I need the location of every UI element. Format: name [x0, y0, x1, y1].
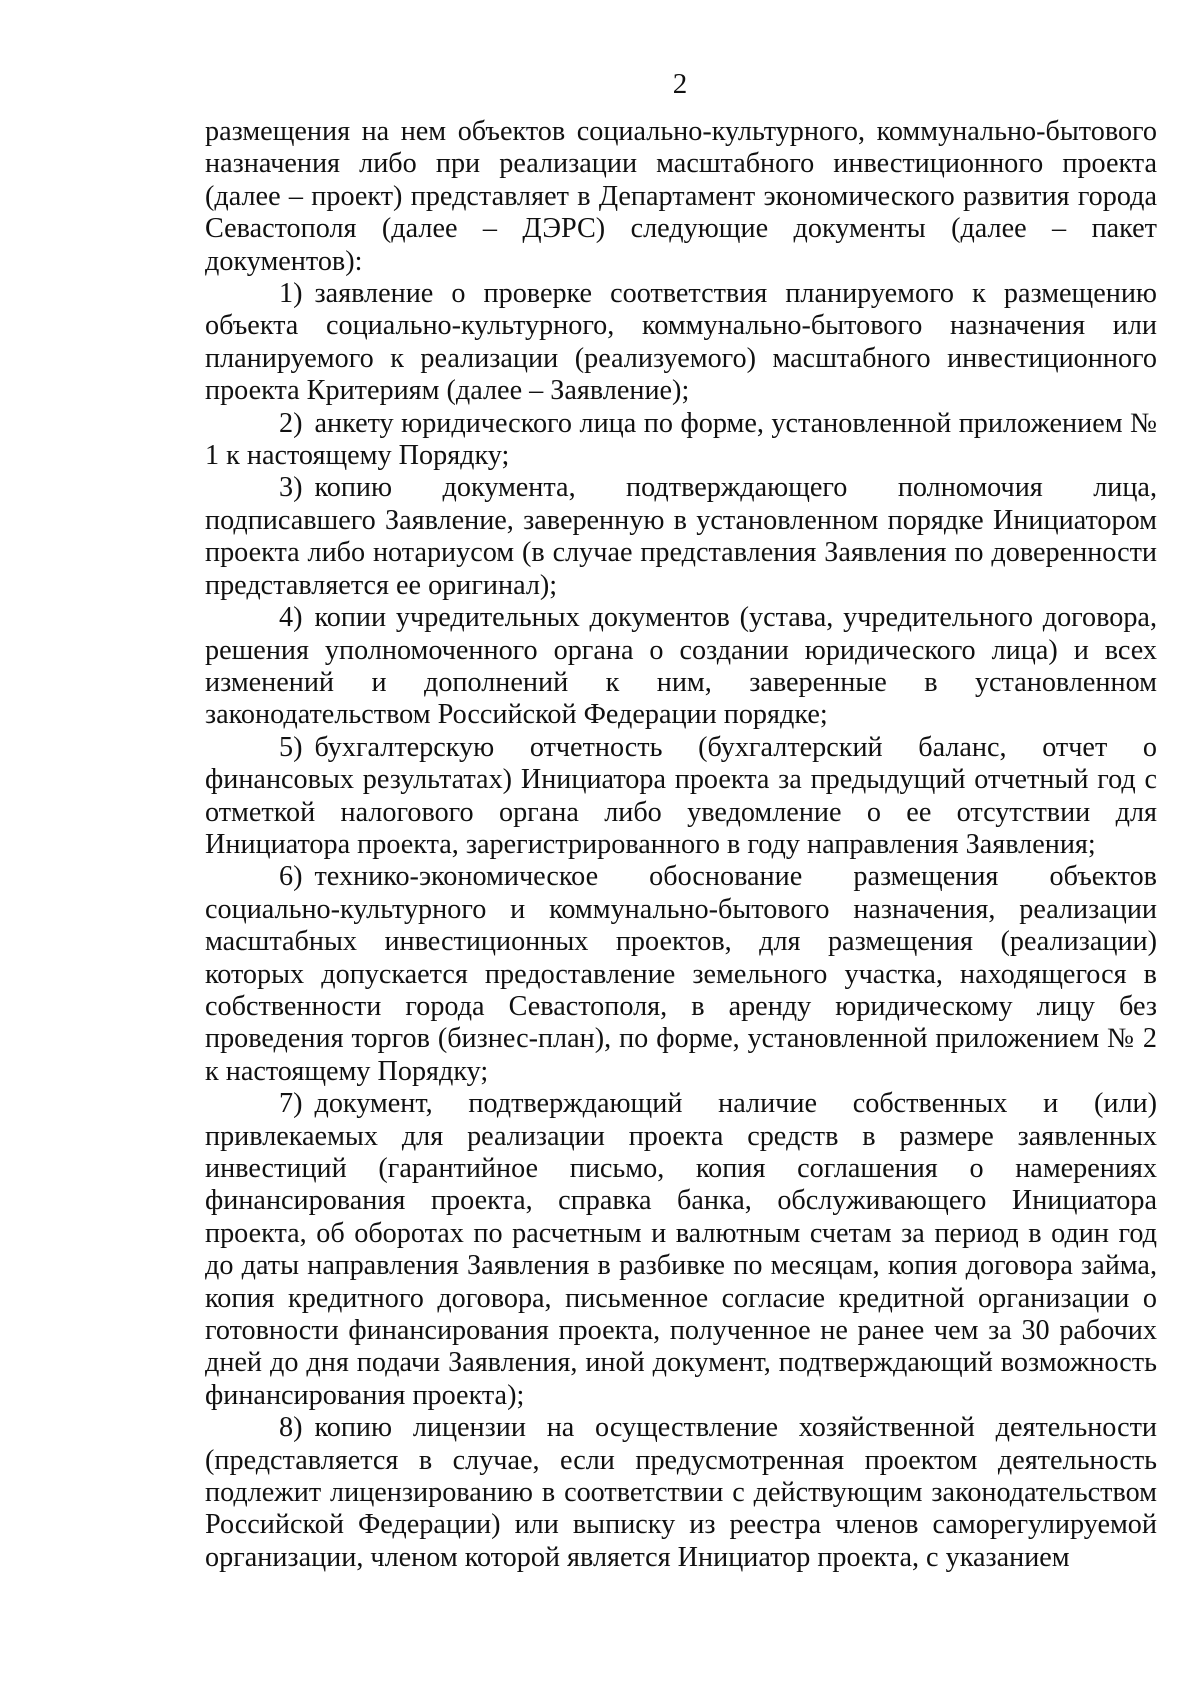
- list-item-1: [205, 278, 1157, 408]
- list-item-number: 4): [279, 602, 303, 634]
- list-item-2: [205, 408, 1157, 473]
- list-item-3: [205, 472, 1157, 602]
- list-item-text: заявление о проверке соответствия планируемого к размещению объекта социально-культурного, коммунально-бытового назначения или планируемого к реализации (реализуемого) масштабного инвестиционного проекта Критериям (далее – Заявление);: [205, 278, 1157, 407]
- intro-paragraph: размещения на нем объектов социально-культурного, коммунально-бытового назначения либо при реализации масштабного инвестиционного проекта (далее – проект) представляет в Департамент экономического развития города Севастополя (далее – ДЭРС) следующие документы (далее – пакет документов):: [205, 116, 1157, 277]
- list-item-7: [205, 1088, 1157, 1412]
- page-number: 2: [672, 68, 688, 100]
- document-body: [205, 116, 1157, 1574]
- list-item-4: [205, 602, 1157, 732]
- list-item-text: документ, подтверждающий наличие собственных и (или) привлекаемых для реализации проекта средств в размере заявленных инвестиций (гарантийное письмо, копия соглашения о намерениях финансирования проекта, справка банка, обслуживающего Инициатора проекта, об оборотах по расчетным и валютным счетам за период в один год до даты направления Заявления в разбивке по месяцам, копия договора займа, копия кредитного договора, письменное согласие кредитной организации о готовности финансирования проекта, полученное не ранее чем за 30 рабочих дней до дня подачи Заявления, иной документ, подтверждающий возможность финансирования проекта);: [205, 1088, 1157, 1411]
- list-item-text: копию лицензии на осуществление хозяйственной деятельности (представляется в случае, если предусмотренная проектом деятельность подлежит лицензированию в соответствии с действующим законодательством Российской Федерации) или выписку из реестра членов саморегулируемой организации, членом которой является Инициатор проекта, с указанием: [205, 1412, 1157, 1573]
- list-item-text: анкету юридического лица по форме, установленной приложением № 1 к настоящему Порядку;: [205, 407, 1157, 472]
- list-item-number: 8): [279, 1412, 303, 1444]
- list-item-number: 7): [279, 1088, 303, 1120]
- list-item-number: 3): [279, 472, 303, 504]
- list-item-text: технико-экономическое обоснование размещения объектов социально-культурного и коммунально-бытового назначения, реализации масштабных инвестиционных проектов, для размещения (реализации) которых допускается предоставление земельного участка, находящегося в собственности города Севастополя, в аренду юридическому лицу без проведения торгов (бизнес-план), по форме, установленной приложением № 2 к настоящему Порядку;: [205, 861, 1157, 1087]
- list-item-5: [205, 732, 1157, 862]
- list-item-text: копию документа, подтверждающего полномочия лица, подписавшего Заявление, заверенную в установленном порядке Инициатором проекта либо нотариусом (в случае представления Заявления по доверенности представляется ее оригинал);: [205, 472, 1157, 601]
- list-item-text: бухгалтерскую отчетность (бухгалтерский баланс, отчет о финансовых результатах) Инициатора проекта за предыдущий отчетный год с отметкой налогового органа либо уведомление о ее отсутствии для Инициатора проекта, зарегистрированного в году направления Заявления;: [205, 731, 1157, 860]
- list-item-number: 5): [279, 731, 303, 763]
- list-item-6: [205, 861, 1157, 1088]
- list-item-number: 1): [279, 278, 303, 310]
- list-item-8: [205, 1412, 1157, 1574]
- list-item-number: 6): [279, 861, 303, 893]
- list-item-number: 2): [279, 407, 303, 439]
- list-item-text: копии учредительных документов (устава, учредительного договора, решения уполномоченного органа о создании юридического лица) и всех изменений и дополнений к ним, заверенные в установленном законодательством Российской Федерации порядке;: [205, 602, 1157, 731]
